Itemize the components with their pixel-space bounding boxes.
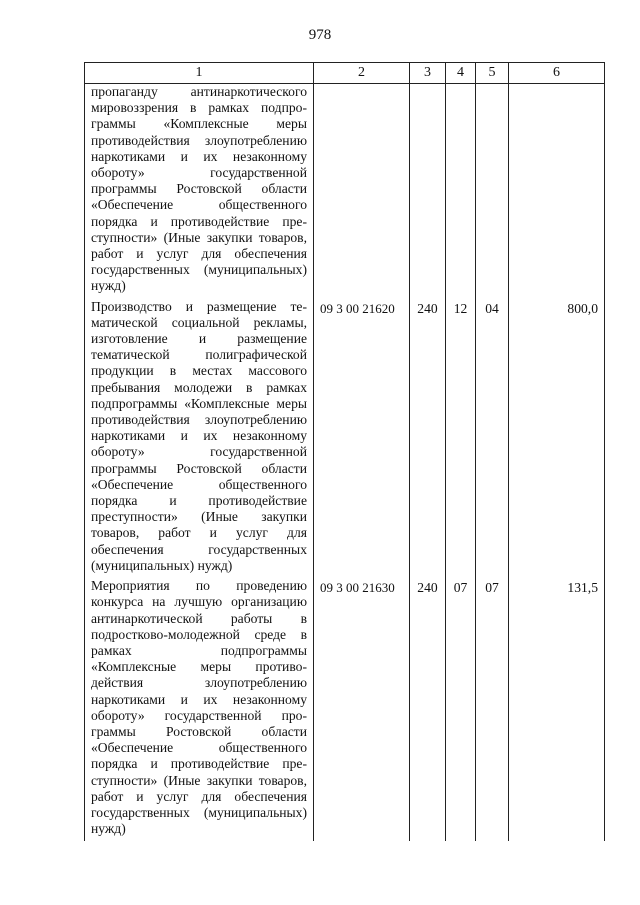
row-target-code bbox=[314, 84, 410, 299]
column-header-1: 1 bbox=[85, 63, 314, 84]
page-number: 978 bbox=[308, 27, 332, 43]
row-section: 12 bbox=[446, 299, 476, 578]
table-row bbox=[85, 84, 605, 299]
table-row bbox=[85, 578, 605, 841]
row-section: 07 bbox=[446, 578, 476, 841]
column-header-2: 2 bbox=[314, 63, 410, 84]
table-header-row bbox=[85, 63, 605, 84]
row-expense-type bbox=[410, 84, 446, 299]
row-description: Производство и размещение тематической социальной рекламы, изготовление и размещение тематической полиграфической продукции в местах массового пребывания молодежи в рамках подпрограммы «Комплексные меры противодействия злоупотреблению наркотиками и их незаконному обороту» государственной программы Ростовской области «Обеспечение общественного порядка и противодействие преступности» (Иные закупки товаров, работ и услуг для обеспечения государственных (муниципальных) нужд) bbox=[85, 299, 314, 578]
row-description: Мероприятия по проведению конкурса на лучшую организацию антинаркотической работы в подростково-молодежной среде в рамках подпрограммы «Комплексные меры противодействия злоупотреблению наркотиками и их незаконному обороту» государственной программы Ростовской области «Обеспечение общественного порядка и противодействие преступности» (Иные закупки товаров, работ и услуг для обеспечения государственных (муниципальных) нужд) bbox=[85, 578, 314, 841]
row-subsection bbox=[476, 84, 509, 299]
row-target-code: 09 3 00 21630 bbox=[314, 578, 410, 841]
row-expense-type: 240 bbox=[410, 578, 446, 841]
column-header-3: 3 bbox=[410, 63, 446, 84]
row-subsection: 04 bbox=[476, 299, 509, 578]
row-expense-type: 240 bbox=[410, 299, 446, 578]
row-section bbox=[446, 84, 476, 299]
row-target-code: 09 3 00 21620 bbox=[314, 299, 410, 578]
row-amount: 800,0 bbox=[509, 299, 605, 578]
column-header-5: 5 bbox=[476, 63, 509, 84]
row-subsection: 07 bbox=[476, 578, 509, 841]
row-description: пропаганду антинаркотического мировоззрения в рамках подпрограммы «Комплексные меры противодействия злоупотреблению наркотиками и их незаконному обороту» государственной программы Ростовской области «Обеспечение общественного порядка и противодействие преступности» (Иные закупки товаров, работ и услуг для обеспечения государственных (муниципальных) нужд) bbox=[85, 84, 314, 299]
column-header-4: 4 bbox=[446, 63, 476, 84]
row-amount: 131,5 bbox=[509, 578, 605, 841]
row-amount bbox=[509, 84, 605, 299]
table-row bbox=[85, 299, 605, 578]
column-header-6: 6 bbox=[509, 63, 605, 84]
budget-table bbox=[84, 62, 605, 841]
